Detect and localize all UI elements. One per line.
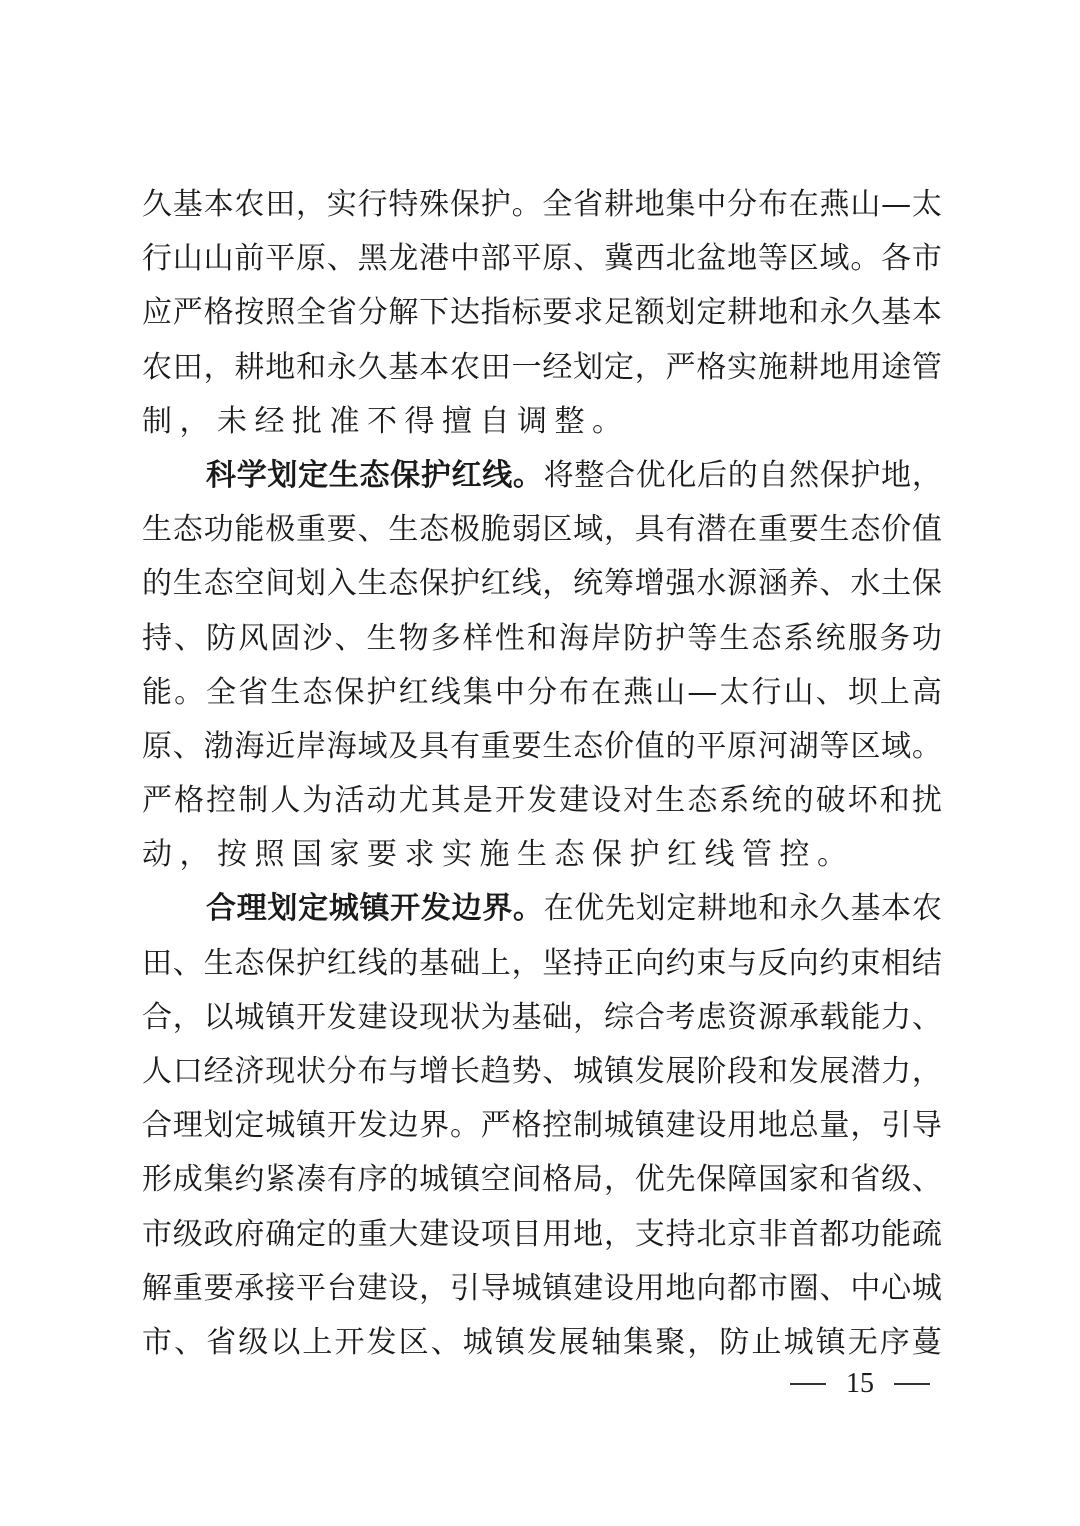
text-line: 原 、 渤 海 近 岸 海 域 及 具 有 重 要 生 态 价 值 的 平 原 河 湖 等 区 域 。 — [142, 728, 942, 764]
text-line: 市 、 省 级 以 上 开 发 区 、 城 镇 发 展 轴 集 聚 ， 防 止 城 镇 无 序 蔓 — [142, 1324, 942, 1360]
text-line: 合 理 划 定 城 镇 开 发 边 界 。 在 优 先 划 定 耕 地 和 永 久 基 本 农 — [206, 891, 942, 927]
text-line: 人 口 经 济 现 状 分 布 与 增 长 趋 势 、 城 镇 发 展 阶 段 和 发 展 潜 力 ， — [142, 1054, 942, 1089]
text-line: 形 成 集 约 紧 凑 有 序 的 城 镇 空 间 格 局 ， 优 先 保 障 国 家 和 省 级 、 — [142, 1162, 942, 1198]
text-line: 生 态 功 能 极 重 要 、 生 态 极 脆 弱 区 域 ， 具 有 潜 在 重 要 生 态 价 值 — [142, 512, 942, 548]
text-line: 田 、 生 态 保 护 红 线 的 基 础 上 ， 坚 持 正 向 约 束 与 反 向 约 束 相 结 — [142, 945, 942, 981]
text-line: 的 生 态 空 间 划 入 生 态 保 护 红 线 ， 统 筹 增 强 水 源 涵 养 、 水 土 保 — [142, 566, 942, 602]
text-line: 合 理 划 定 城 镇 开 发 边 界 。 严 格 控 制 城 镇 建 设 用 地 总 量 ， 引 导 — [142, 1108, 942, 1144]
text-line: 严 格 控 制 人 为 活 动 尤 其 是 开 发 建 设 对 生 态 系 统 的 破 坏 和 扰 — [142, 783, 942, 819]
page-number-footer — [790, 1364, 930, 1404]
text-line: 能 。 全 省 生 态 保 护 红 线 集 中 分 布 在 燕 山 — 太 行 山 、 坝 上 高 — [142, 674, 942, 710]
page-number: 15 — [846, 1368, 874, 1399]
left-dash — [790, 1383, 826, 1385]
text-line: 科 学 划 定 生 态 保 护 红 线 。 将 整 合 优 化 后 的 自 然 保 护 地 ， — [206, 457, 942, 493]
text-line: 农 田 ， 耕 地 和 永 久 基 本 农 田 一 经 划 定 ， 严 格 实 施 耕 地 用 途 管 — [142, 349, 942, 385]
text-line: 解 重 要 承 接 平 台 建 设 ， 引 导 城 镇 建 设 用 地 向 都 市 圈 、 中 心 城 — [142, 1270, 942, 1306]
text-line: 应 严 格 按 照 全 省 分 解 下 达 指 标 要 求 足 额 划 定 耕 地 和 永 久 基 本 — [142, 295, 942, 331]
text-line: 制 ， 未 经 批 准 不 得 擅 自 调 整 。 — [142, 403, 630, 439]
text-line: 持 、 防 风 固 沙 、 生 物 多 样 性 和 海 岸 防 护 等 生 态 系 统 服 务 功 — [142, 620, 942, 656]
text-line: 市 级 政 府 确 定 的 重 大 建 设 项 目 用 地 ， 支 持 北 京 非 首 都 功 能 疏 — [142, 1216, 942, 1252]
text-line: 久 基 本 农 田 ， 实 行 特 殊 保 护 。 全 省 耕 地 集 中 分 布 在 燕 山 — 太 — [142, 187, 942, 222]
body-text — [142, 178, 942, 1370]
right-dash — [894, 1383, 930, 1385]
text-line: 动 ， 按 照 国 家 要 求 实 施 生 态 保 护 红 线 管 控 。 — [142, 837, 855, 873]
text-line: 行 山 山 前 平 原 、 黑 龙 港 中 部 平 原 、 冀 西 北 盆 地 等 区 域 。 各 市 — [142, 241, 942, 277]
text-line: 合 ， 以 城 镇 开 发 建 设 现 状 为 基 础 ， 综 合 考 虑 资 源 承 载 能 力 、 — [142, 999, 942, 1035]
